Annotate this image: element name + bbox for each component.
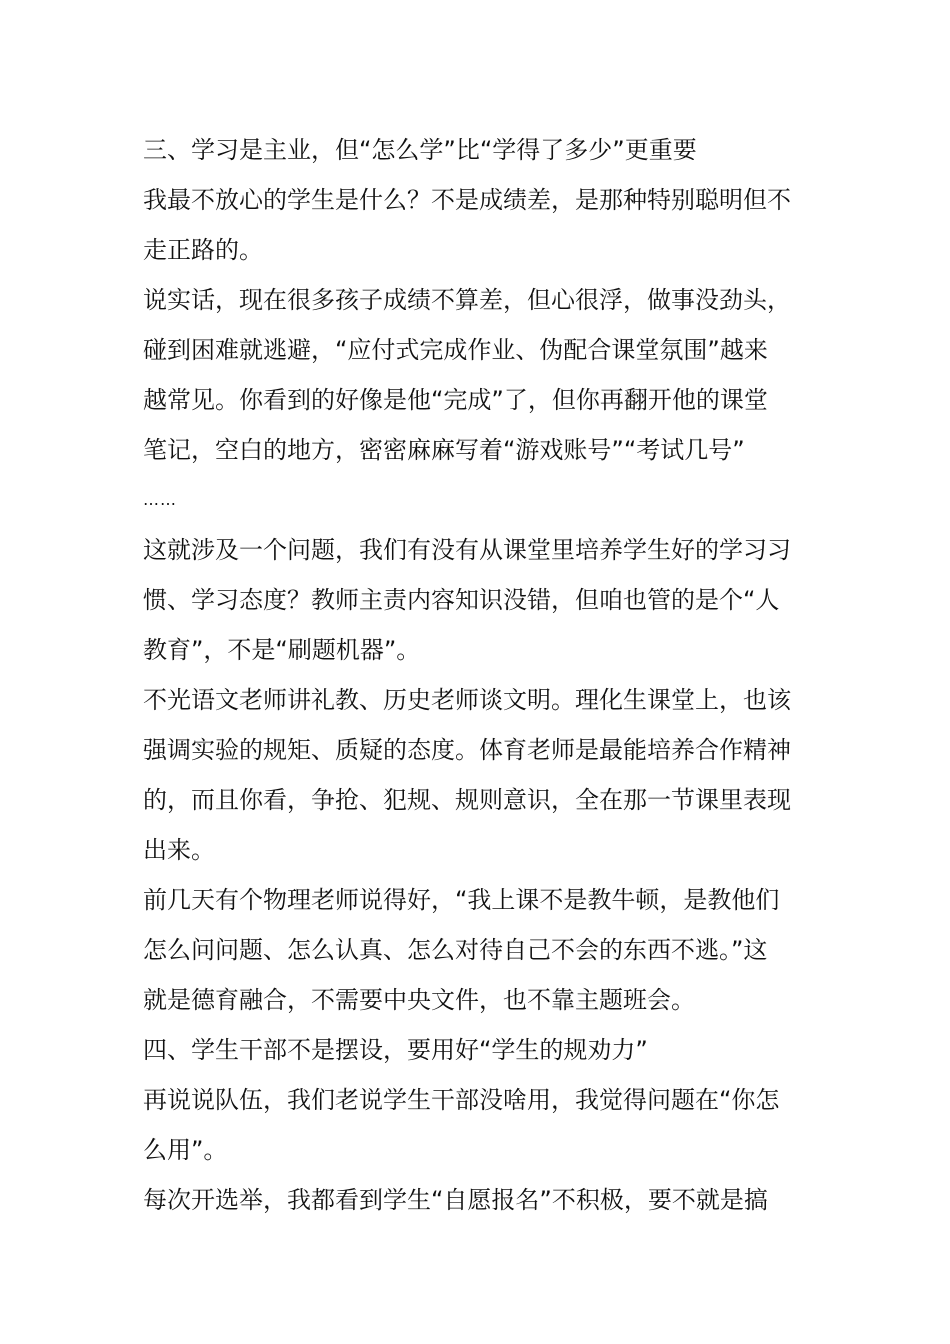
text-line: 每次开选举，我都看到学生“自愿报名”不积极，要不就是搞 bbox=[143, 1186, 768, 1214]
text-line: 笔记，空白的地方，密密麻麻写着“游戏账号”“考试几号” bbox=[143, 436, 745, 464]
text-line: 的，而且你看，争抢、犯规、规则意识，全在那一节课里表现 bbox=[143, 786, 791, 814]
text-line: 越常见。你看到的好像是他“完成”了，但你再翻开他的课堂 bbox=[143, 386, 768, 414]
text-line: 我最不放心的学生是什么？不是成绩差，是那种特别聪明但不 bbox=[143, 186, 791, 214]
text-line: 出来。 bbox=[143, 836, 215, 864]
section-heading-3: 三、学习是主业，但“怎么学”比“学得了多少”更重要 bbox=[143, 136, 697, 164]
document-page bbox=[143, 125, 807, 1225]
text-line: 前几天有个物理老师说得好，“我上课不是教牛顿，是教他们 bbox=[143, 886, 780, 914]
text-line: 走正路的。 bbox=[143, 236, 263, 264]
text-line: 强调实验的规矩、质疑的态度。体育老师是最能培养合作精神 bbox=[143, 736, 791, 764]
text-line: 不光语文老师讲礼教、历史老师谈文明。理化生课堂上，也该 bbox=[143, 686, 791, 714]
text-line: 就是德育融合，不需要中央文件，也不靠主题班会。 bbox=[143, 986, 695, 1014]
text-line: 这就涉及一个问题，我们有没有从课堂里培养学生好的学习习 bbox=[143, 536, 791, 564]
text-line: 碰到困难就逃避，“应付式完成作业、伪配合课堂氛围”越来 bbox=[143, 336, 768, 364]
text-line: 再说说队伍，我们老说学生干部没啥用，我觉得问题在“你怎 bbox=[143, 1086, 780, 1114]
ellipsis-line: …… bbox=[143, 490, 177, 509]
text-line: 教育”，不是“刷题机器”。 bbox=[143, 636, 421, 664]
text-line: 么用”。 bbox=[143, 1136, 228, 1164]
text-line: 怎么问问题、怎么认真、怎么对待自己不会的东西不逃。”这 bbox=[143, 936, 768, 964]
text-line: 说实话，现在很多孩子成绩不算差，但心很浮，做事没劲头， bbox=[143, 286, 791, 314]
section-heading-4: 四、学生干部不是摆设，要用好“学生的规劝力” bbox=[143, 1036, 648, 1064]
text-line: 惯、学习态度？教师主责内容知识没错，但咱也管的是个“人 bbox=[143, 586, 780, 614]
